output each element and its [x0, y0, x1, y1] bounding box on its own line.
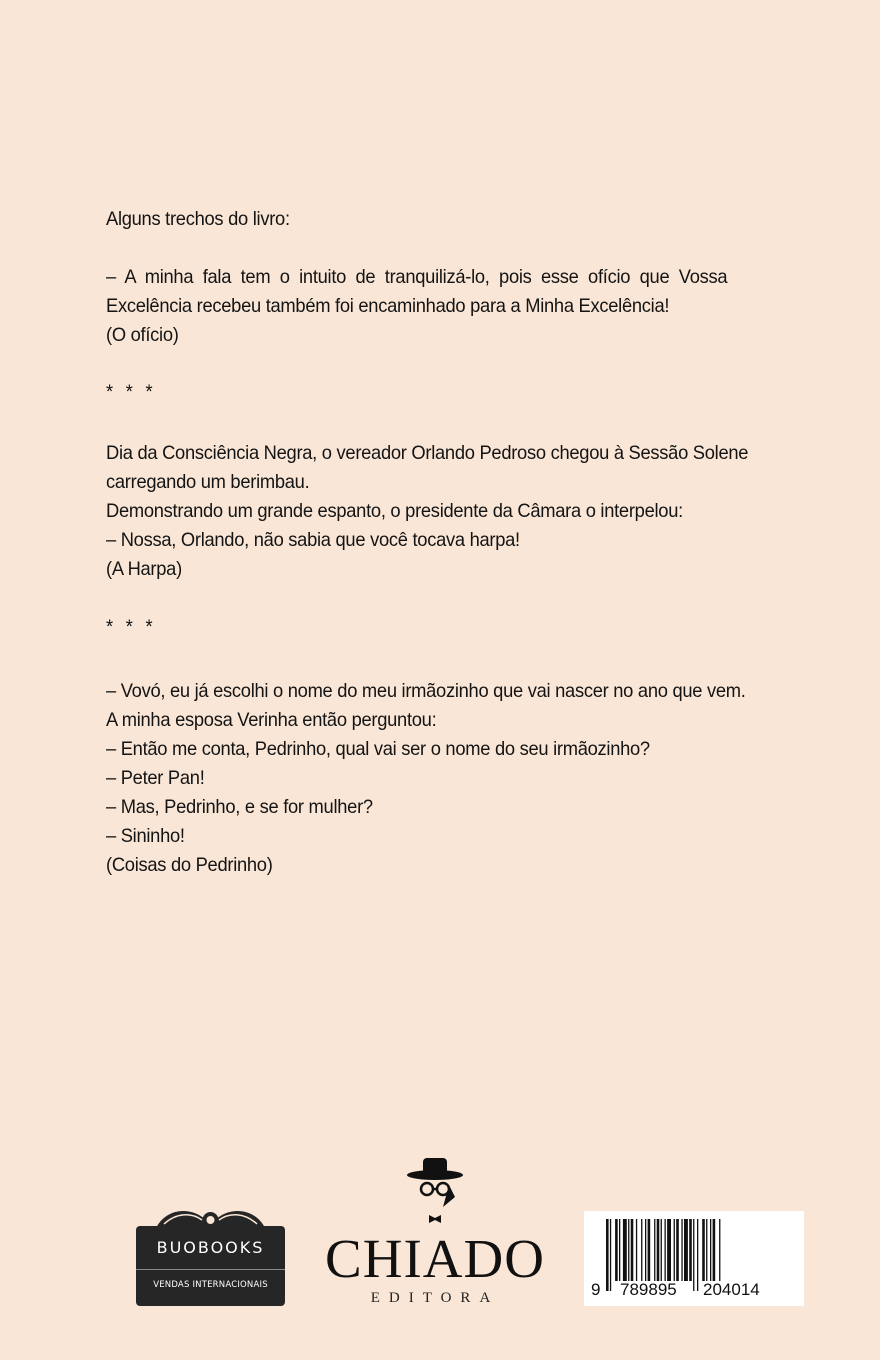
buobooks-divider [136, 1269, 285, 1270]
barcode-bar [615, 1219, 618, 1281]
barcode-prefix-digit: 9 [591, 1280, 601, 1299]
buobooks-subtitle: VENDAS INTERNACIONAIS [153, 1280, 268, 1290]
chiado-subtitle: EDITORA [370, 1290, 500, 1306]
excerpt-pedrinho-source: (Coisas do Pedrinho) [106, 854, 273, 876]
barcode-bar [697, 1219, 698, 1291]
barcode-bar [636, 1219, 637, 1281]
barcode-bar [657, 1219, 660, 1281]
barcode-bar [684, 1219, 688, 1281]
separator-2: * * * [106, 616, 157, 638]
barcode-bar [606, 1219, 609, 1291]
barcode-bar [676, 1219, 679, 1281]
chiado-logo [320, 1155, 550, 1315]
barcode-bar [661, 1219, 662, 1281]
excerpt-pedrinho-line-1: – Vovó, eu já escolhi o nome do meu irmãozinho que vai nascer no ano que vem. [106, 680, 746, 702]
isbn-barcode [584, 1211, 804, 1306]
barcode-bar [619, 1219, 620, 1281]
excerpt-oficio-source: (O ofício) [106, 324, 179, 346]
barcode-digits-left: 789895 [620, 1280, 677, 1299]
excerpt-harpa-source: (A Harpa) [106, 558, 182, 580]
excerpt-oficio-line-2: Excelência recebeu também foi encaminhado para a Minha Excelência! [106, 295, 670, 317]
barcode-bar [674, 1219, 675, 1281]
excerpt-pedrinho-line-2: A minha esposa Verinha então perguntou: [106, 709, 437, 731]
chiado-name: CHIADO [325, 1228, 545, 1289]
buobooks-logo [136, 1198, 285, 1306]
excerpt-pedrinho-line-4: – Peter Pan! [106, 767, 205, 789]
barcode-bar [693, 1219, 694, 1291]
excerpts-heading-block [106, 205, 727, 234]
excerpt-harpa [106, 439, 749, 584]
excerpt-pedrinho-line-5: – Mas, Pedrinho, e se for mulher? [106, 796, 373, 818]
excerpt-harpa-line-4: – Nossa, Orlando, não sabia que você tocava harpa! [106, 529, 520, 551]
barcode-bar [628, 1219, 629, 1281]
barcode-bars [584, 1211, 804, 1306]
barcode-bar [654, 1219, 655, 1281]
hat-man-icon [403, 1155, 467, 1225]
barcode-bar [645, 1219, 646, 1281]
excerpt-pedrinho-line-6: – Sininho! [106, 825, 185, 847]
barcode-bar [631, 1219, 634, 1281]
barcode-bar [665, 1219, 666, 1281]
excerpt-oficio-line-1: – A minha fala tem o intuito de tranquilizá-lo, pois esse ofício que Vossa [106, 266, 728, 288]
excerpt-harpa-line-3: Demonstrando um grande espanto, o presidente da Câmara o interpelou: [106, 500, 683, 522]
barcode-bar [610, 1219, 611, 1291]
separator-1: * * * [106, 381, 157, 403]
barcode-bar [706, 1219, 707, 1281]
separator-1-block [106, 378, 727, 407]
barcode-bar [667, 1219, 671, 1281]
barcode-bar [681, 1219, 682, 1281]
barcode-bar [689, 1219, 692, 1281]
excerpt-oficio [106, 263, 727, 350]
barcode-bar [702, 1219, 705, 1281]
separator-2-block [106, 613, 727, 642]
excerpt-harpa-line-1: Dia da Consciência Negra, o vereador Orlando Pedroso chegou à Sessão Solene [106, 442, 749, 464]
excerpt-pedrinho [106, 677, 746, 880]
excerpt-pedrinho-line-3: – Então me conta, Pedrinho, qual vai ser o nome do seu irmãozinho? [106, 738, 650, 760]
barcode-bar [710, 1219, 711, 1281]
barcode-bar [623, 1219, 627, 1281]
buobooks-name: BUOBOOKS [156, 1238, 265, 1257]
excerpts-heading: Alguns trechos do livro: [106, 208, 290, 230]
barcode-bar [713, 1219, 716, 1281]
barcode-bar [719, 1219, 720, 1281]
excerpt-harpa-line-2: carregando um berimbau. [106, 471, 310, 493]
barcode-digits-right: 204014 [703, 1280, 760, 1299]
barcode-bar [641, 1219, 642, 1281]
barcode-bar [648, 1219, 651, 1281]
